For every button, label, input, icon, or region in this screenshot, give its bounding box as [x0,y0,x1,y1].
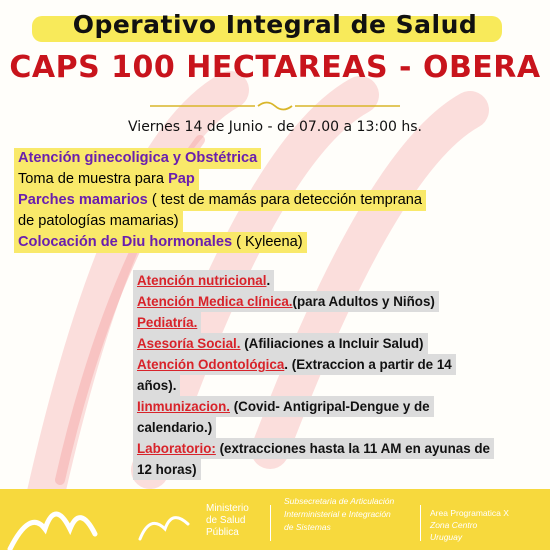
services-secondary [133,270,550,480]
service-name: Asesoría Social. [137,336,241,351]
service-name: Atención Odontológica [137,357,285,372]
service-name: Atención Medica clínica. [137,294,293,309]
service-name: Iinmunizacion. [137,399,230,414]
service-line [133,396,434,417]
footer-bar [0,489,550,550]
footer-divider [270,505,271,541]
service-line [133,417,216,438]
service-name: Laboratorio: [137,441,216,456]
service-line [133,459,201,480]
service-detail: (Afiliaciones a Incluir Salud) [240,336,424,351]
service-name: Atención ginecoligica y Obstétrica [18,150,258,166]
service-detail: . [266,273,271,288]
service-text: Toma de muestra para [18,171,169,187]
service-name: Pediatría. [137,315,198,330]
service-detail: ( test de mamás para detección temprana [147,192,422,208]
area-programatica-label: Area Programatica X Zona Centro Uruguay [430,508,509,542]
ministry-logo-icon [0,489,200,550]
service-line [133,291,439,312]
service-name: Pap [168,171,195,187]
service-detail: (para Adultos y Niños) [292,294,435,309]
service-line [133,354,456,375]
page-subtitle: CAPS 100 HECTAREAS - OBERA [9,50,541,85]
service-line [133,375,180,396]
ministry-name: Ministerio de Salud Pública [206,503,249,538]
service-name: Parches mamarios [18,192,148,208]
service-line [14,232,307,253]
service-line [14,211,183,232]
service-line [14,169,199,190]
service-name: Colocación de Diu hormonales [18,234,233,250]
ornament-divider [150,101,400,111]
service-line [14,190,426,211]
service-detail: (extracciones hasta la 11 AM en ayunas de [215,441,490,456]
date-line: Viernes 14 de Junio - de 07.00 a 13:00 hs. [128,119,422,135]
footer-divider [420,505,421,541]
service-detail: ( Kyleena) [232,234,303,250]
service-detail: . (Extraccion a partir de 14 [284,357,452,372]
subsecretaria-label: Subsecretaria de Articulación Interministerial e Integración de Sistemas [284,496,395,532]
service-line [14,148,261,169]
service-detail: (Covid- Antigripal-Dengue y de [230,399,430,414]
service-detail: años). [137,378,177,393]
services-primary [14,148,514,253]
service-detail: 12 horas) [137,462,197,477]
service-line [133,438,494,459]
service-name: Atención nutricional [137,273,267,288]
service-line [133,270,274,291]
page-title: Operativo Integral de Salud [72,10,478,39]
service-text: de patologías mamarias) [18,213,179,229]
service-line [133,312,201,333]
service-detail: calendario.) [137,420,213,435]
service-line [133,333,428,354]
